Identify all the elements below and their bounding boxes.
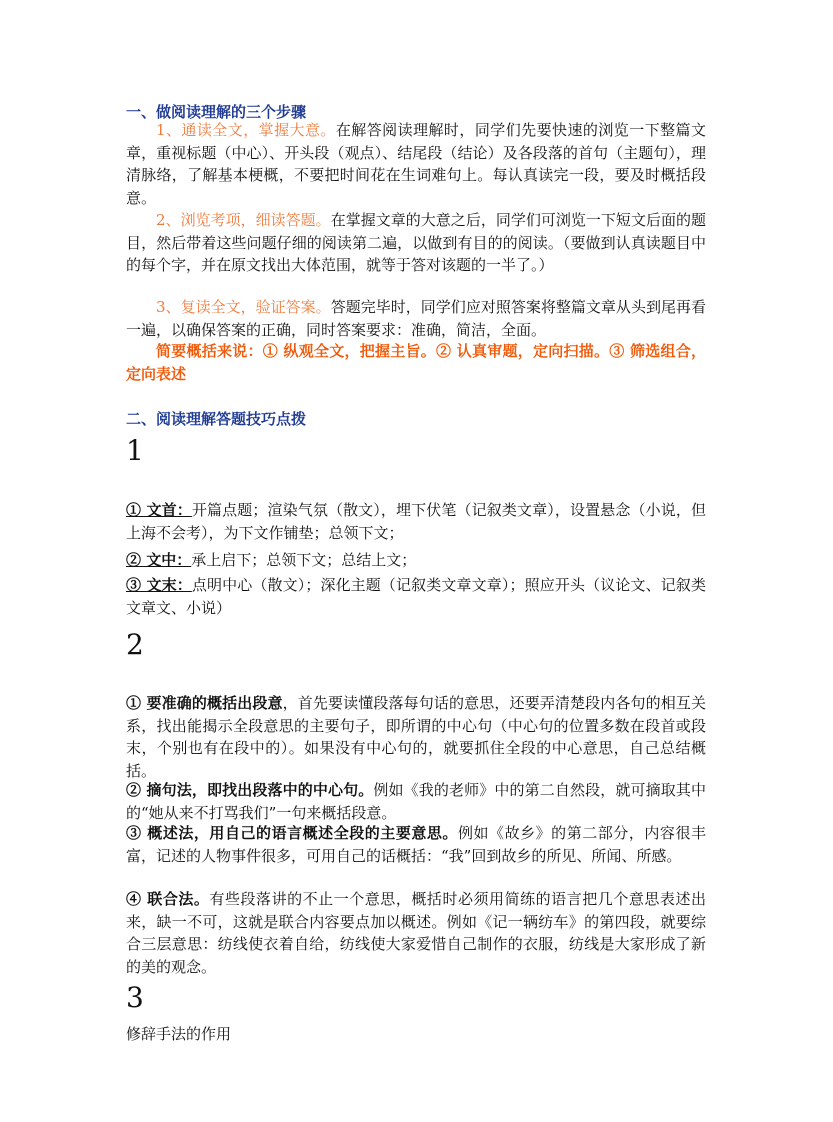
section2-title: 二、阅读理解答题技巧点拨: [126, 410, 307, 428]
list1-item-1-label: ① 文首：: [126, 501, 192, 519]
list2-item-4-label: ④ 联合法。: [126, 890, 210, 908]
step2-body: 在掌握文章的大意之后，同学们可浏览一下短文后面的题目，然后带着这些问题仔细的阅读第二遍，以做到有目的的阅读。（要做到认真读题目中的每个字，并在原文找出大体范围，就等于答对该题的一半了。）: [126, 211, 706, 275]
step1-heading: 1、通读全文，掌握大意。: [156, 121, 336, 139]
list2-item-2: [126, 779, 706, 824]
list1-item-1-text: 开篇点题；渲染气氛（散文），埋下伏笔（记叙类文章），设置悬念（小说，但上海不会考），为下文作铺垫；总领下文；: [126, 501, 706, 542]
list1-item-1: [126, 499, 706, 544]
summary-paragraph: 简要概括来说：① 纵观全文，把握主旨。② 认真审题，定向扫描。③ 筛选组合，定向表述: [126, 342, 706, 383]
section1-title: 一、做阅读理解的三个步骤: [126, 103, 307, 121]
list2-item-2-text: 例如《我的老师》中的第二自然段，就可摘取其中的“她从来不打骂我们”一句来概括段意。: [126, 781, 706, 822]
list1-item-3-label: ③ 文末：: [126, 576, 192, 594]
step3-paragraph: [126, 296, 706, 341]
list2-item-2-label: ② 摘句法，即找出段落中的中心句。: [126, 781, 374, 799]
step2-heading: 2、浏览考项，细读答题。: [156, 211, 331, 229]
list1-item-2-text: 承上启下；总领下文；总结上文；: [191, 551, 417, 569]
section-number-3: 3: [126, 981, 144, 1014]
list2-item-4: [126, 888, 706, 978]
list1-item-2-label: ② 文中：: [126, 551, 192, 569]
step2-paragraph: [126, 209, 706, 277]
list2-item-3-label: ③ 概述法，用自己的语言概述全段的主要意思。: [126, 824, 458, 842]
list2-item-1-label: ① 要准确的概括出段意: [126, 694, 283, 712]
list1-item-3-text: 点明中心（散文）；深化主题（记叙类文章文章）；照应开头（议论文、记叙类文章文、小说）: [126, 576, 706, 617]
section-number-2: 2: [126, 628, 144, 661]
list2-item-3-text: 例如《故乡》的第二部分，内容很丰富，记述的人物事件很多，可用自己的话概括：“我”回到故乡的所见、所闻、所感。: [126, 824, 706, 865]
list1-item-2: [126, 549, 706, 572]
list2-item-1: [126, 692, 706, 782]
step3-body: 答题完毕时，同学们应对照答案将整篇文章从头到尾再看一遍，以确保答案的正确，同时答案要求：准确，简洁，全面。: [126, 298, 706, 339]
list2-item-1-text: ，首先要读懂段落每句话的意思，还要弄清楚段内各句的相互关系，找出能揭示全段意思的主要句子，即所谓的中心句（中心句的位置多数在段首或段末，个别也有在段中的）。如果没有中心句的，就要抓住全段的中心意思，自己总结概括。: [126, 694, 706, 780]
step1-body: 在解答阅读理解时，同学们先要快速的浏览一下整篇文章，重视标题（中心）、开头段（观点）、结尾段（结论）及各段落的首句（主题句），理清脉络，了解基本梗概，不要把时间花在生词难句上。每认真读完一段，要及时概括段意。: [126, 121, 706, 207]
step1-paragraph: [126, 119, 706, 209]
section-number-1: 1: [126, 434, 144, 467]
list2-item-4-text: 有些段落讲的不止一个意思，概括时必须用简练的语言把几个意思表述出来，缺一不可，这就是联合内容要点加以概述。例如《记一辆纺车》的第四段，就要综合三层意思：纺线使衣着自给，纺线使大家爱惜自己制作的衣服，纺线是大家形成了新的美的观念。: [126, 890, 706, 976]
list1-item-3: [126, 574, 706, 619]
rhetoric-heading: 修辞手法的作用: [126, 1025, 232, 1043]
step3-heading: 3、复读全文，验证答案。: [156, 298, 331, 316]
list2-item-3: [126, 822, 706, 867]
